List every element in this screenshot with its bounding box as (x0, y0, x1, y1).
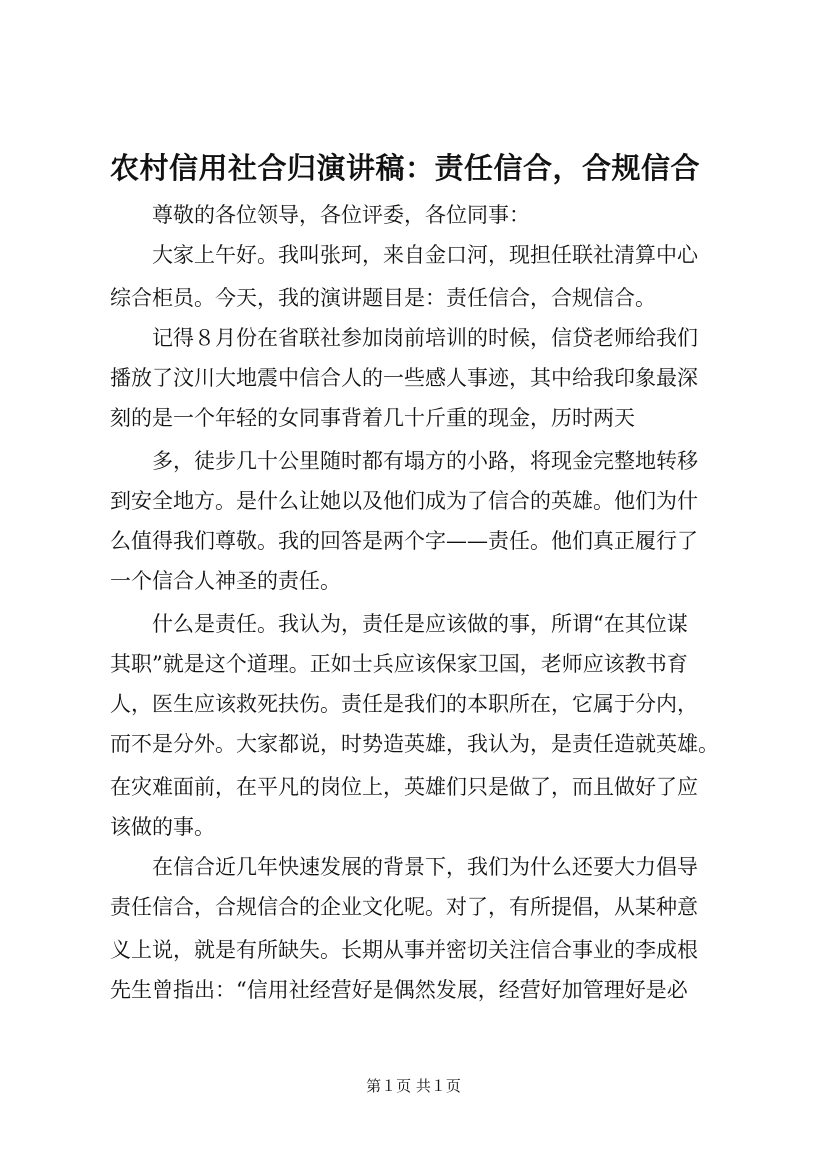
body-line: 么值得我们尊敬。我的回答是两个字——责任。他们真正履行了 (110, 529, 698, 553)
body-line: 记得８月份在省联社参加岗前培训的时候，信贷老师给我们 (110, 326, 698, 350)
body-line: 而不是分外。大家都说，时势造英雄，我认为，是责任造就英雄。 (110, 732, 719, 756)
body-line: 一个信合人神圣的责任。 (110, 569, 341, 593)
body-line: 什么是责任。我认为，责任是应该做的事，所谓“在其位谋 (110, 612, 688, 636)
body-line: 尊敬的各位领导，各位评委，各位同事： (110, 203, 530, 227)
body-line: 在信合近几年快速发展的背景下，我们为什么还要大力倡导 (110, 855, 698, 879)
body-line: 先生曾指出：“信用社经营好是偶然发展，经营好加管理好是必 (110, 978, 688, 1002)
body-line: 综合柜员。今天，我的演讲题目是：责任信合，合规信合。 (110, 286, 656, 310)
body-line: 到安全地方。是什么让她以及他们成为了信合的英雄。他们为什 (110, 489, 698, 513)
body-line: 责任信合，合规信合的企业文化呢。对了，有所提倡，从某种意 (110, 895, 698, 919)
body-line: 人，医生应该救死扶伤。责任是我们的本职所在，它属于分内， (110, 692, 698, 716)
body-line: 刻的是一个年轻的女同事背着几十斤重的现金，历时两天 (110, 406, 635, 430)
body-line: 播放了汶川大地震中信合人的一些感人事迹，其中给我印象最深 (110, 366, 698, 390)
body-line: 在灾难面前，在平凡的岗位上，英雄们只是做了，而且做好了应 (110, 775, 698, 799)
body-line: 其职”就是这个道理。正如士兵应该保家卫国，老师应该教书育 (110, 652, 688, 676)
body-line: 大家上午好。我叫张珂，来自金口河，现担任联社清算中心 (110, 243, 698, 267)
body-line: 该做的事。 (110, 815, 215, 839)
body-line: 义上说，就是有所缺失。长期从事并密切关注信合事业的李成根 (110, 938, 698, 962)
document-title: 农村信用社合归演讲稿：责任信合，合规信合 (110, 151, 701, 185)
body-line: 多，徒步几十公里随时都有塌方的小路，将现金完整地转移 (110, 449, 698, 473)
page-footer: 第１页 共１页 (366, 1077, 461, 1095)
